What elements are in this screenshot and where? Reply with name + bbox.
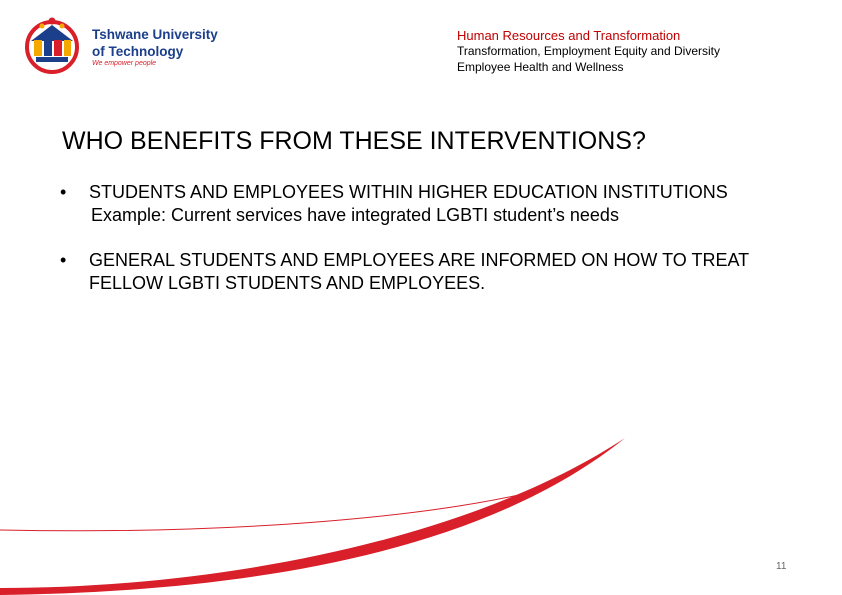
bullet-marker: • [60, 250, 67, 270]
bullet-item [60, 249, 800, 295]
bullet-text: GENERAL STUDENTS AND EMPLOYEES ARE INFORMED ON HOW TO TREAT FELLOW LGBTI STUDENTS AND EMPLOYEES. [89, 250, 749, 293]
slide-header [457, 28, 827, 75]
header-department: Human Resources and Transformation [457, 28, 681, 43]
bullet-example: Example: Current services have integrated LGBTI student’s needs [91, 205, 619, 225]
page-number: 11 [776, 561, 787, 572]
bullet-text: STUDENTS AND EMPLOYEES WITHIN HIGHER EDUCATION INSTITUTIONS [89, 182, 728, 202]
slide-title: WHO BENEFITS FROM THESE INTERVENTIONS? [62, 127, 646, 155]
header-unit: Transformation, Employment Equity and Diversity [457, 44, 720, 58]
university-logo [22, 14, 222, 76]
bullet-item [60, 181, 800, 227]
logo-university-name: Tshwane University of Technology [92, 27, 218, 59]
decorative-swoosh [0, 430, 842, 595]
university-crest-icon [22, 14, 86, 76]
bullet-marker: • [60, 182, 67, 202]
header-section: Employee Health and Wellness [457, 60, 624, 74]
bullet-list [60, 181, 800, 295]
logo-tagline: We empower people [92, 60, 157, 67]
